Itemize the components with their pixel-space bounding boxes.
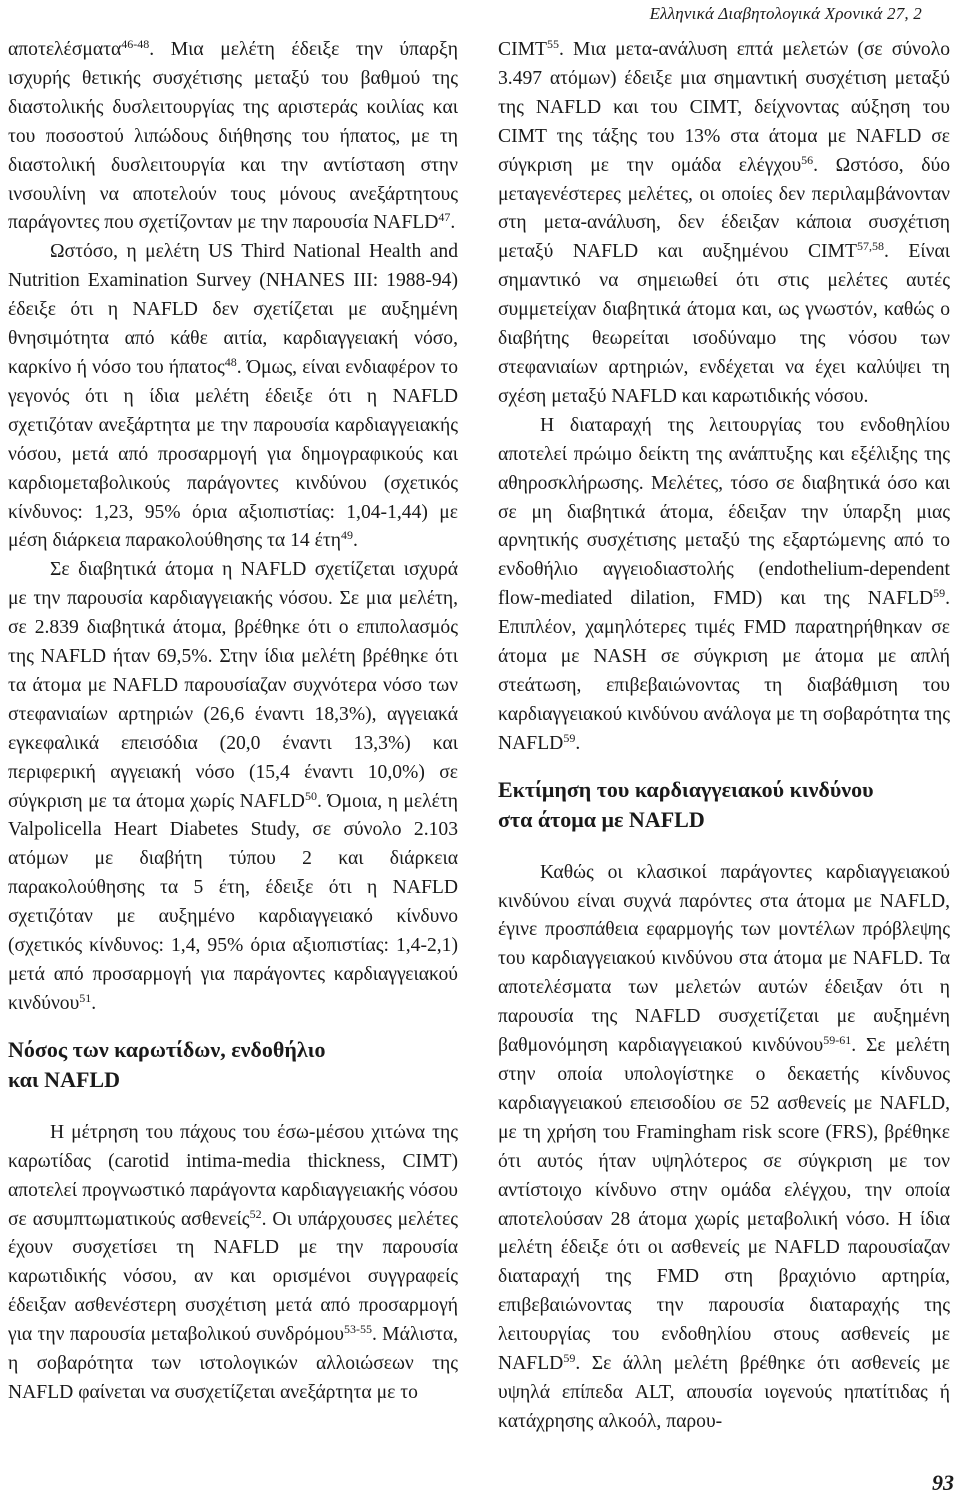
paragraph [8, 238, 458, 556]
text-run: CIMT [498, 39, 547, 60]
text-run: . Μάλιστα, η σοβαρότητα των ιστολογικών αλλοιώσεων της NAFLD φαίνεται να συσχετίζεται ανεξάρτητα με το [8, 1324, 458, 1403]
text-run: . Όμως, είναι ενδιαφέρον το γεγονός ότι η ίδια μελέτη έδειξε ότι η NAFLD σχετιζόταν ανεξάρτητα με την παρουσία καρδιαγγειακής νόσου, μετά από προσαρμογή για δημογραφικούς και καρδιομεταβολικούς παράγοντες κινδύνου (σχετικός κίνδυνος: 1,23, 95% όρια αξιοπιστίας: 1,04-1,44) με μέση διάρκεια παρακολούθησης τα 14 έτη [8, 356, 458, 552]
left-column [8, 36, 458, 1408]
citation-ref: 59 [933, 586, 946, 601]
paragraph [498, 412, 950, 759]
citation-ref: 57,58 [856, 239, 884, 254]
text-run: . [450, 212, 456, 234]
text-run: Η μέτρηση του πάχους του έσω-μέσου χιτώνα της καρωτίδας (carotid intima-media thickness, CIMT) αποτελεί προγνωστικό παράγοντα καρδιαγγειακής νόσου σε ασυμπτωματικούς ασθενείς [8, 1121, 458, 1230]
citation-ref: 46-48 [121, 37, 150, 51]
running-header: Ελληνικά Διαβητολογικά Χρονικά 27, 2 [649, 4, 922, 23]
citation-ref: 55 [546, 37, 559, 51]
heading-line: Εκτίμηση του καρδιαγγειακού κινδύνου [498, 776, 874, 802]
paragraph [8, 556, 458, 1019]
text-run: . Οι υπάρχουσες μελέτες έχουν συσχετίσει τη NAFLD με την παρουσία καρωτιδικής νόσου, αν και ορισμένοι συγγραφείς έδειξαν ασθενέστερη συσχέτιση μετά από προσαρμογή για την παρουσία μεταβολικού συνδρόμου [8, 1208, 458, 1346]
citation-ref: 48 [224, 354, 237, 369]
section-heading [8, 1035, 458, 1095]
text-run: Ωστόσο, η μελέτη US Third National Health and Nutrition Examination Survey (NHANES III: 1988-94) έδειξε ότι η NAFLD δεν σχετίζεται με αυξημένη θνησιμότητα από κάθε αιτία, καρδιαγγειακή νόσο, καρκίνο ή νόσο του ήπατος [8, 241, 458, 378]
text-run: . [352, 530, 358, 552]
text-run: αποτελέσματα [8, 39, 122, 60]
citation-ref: 52 [249, 1206, 262, 1221]
citation-ref: 47 [438, 210, 451, 225]
citation-ref: 59-61 [823, 1033, 852, 1048]
paragraph [498, 36, 950, 412]
section-heading [498, 775, 950, 835]
citation-ref: 56 [801, 152, 814, 167]
citation-ref: 49 [340, 528, 353, 543]
text-run: . [575, 732, 581, 754]
heading-line: Νόσος των καρωτίδων, ενδοθήλιο [8, 1036, 326, 1062]
text-run: Σε διαβητικά άτομα η NAFLD σχετίζεται ισχυρά με την παρουσία καρδιαγγειακής νόσου. Σε μια μελέτη, σε 2.839 διαβητικά άτομα, βρέθηκε ότι ο επιπολασμός της NAFLD ήταν 69,5%. Στην ίδια μελέτη βρέθηκε ότι τα άτομα με NAFLD παρουσίαζαν συχνότερα νόσο των στεφανιαίων αρτηριών (26,6 έναντι 18,3%), αγγειακά εγκεφαλικά επεισόδια (20,0 έναντι 13,3%) και περιφερική αγγειακή νόσο (15,4 έναντι 10,0%) σε σύγκριση με τα άτομα χωρίς NAFLD [8, 559, 458, 812]
citation-ref: 59 [563, 1351, 576, 1366]
heading-line: στα άτομα με NAFLD [498, 806, 705, 832]
page-number: 93 [932, 1470, 954, 1495]
citation-ref: 50 [304, 788, 317, 803]
text-run: . Επιπλέον, χαμηλότερες τιμές FMD παρατηρήθηκαν σε άτομα με NASH σε σύγκριση με άτομα με απλή στεάτωση, επιβεβαιώνοντας τη διαβάθμιση του καρδιαγγειακού κινδύνου ανάλογα με τη σοβαρότητα της NAFLD [498, 588, 950, 754]
citation-ref: 51 [79, 990, 92, 1005]
right-column [498, 36, 950, 1437]
text-run: . Σε άλλη μελέτη βρέθηκε ότι ασθενείς με υψηλά επίπεδα ALT, απουσία ιογενούς ηπατίτιδας ή κατάχρησης αλκοόλ, παρου- [498, 1353, 950, 1432]
text-run: . [91, 992, 97, 1014]
citation-ref: 53-55 [343, 1322, 372, 1337]
heading-line: και NAFLD [8, 1066, 120, 1092]
citation-ref: 59 [563, 730, 576, 745]
text-run: . Μια μετα-ανάλυση επτά μελετών (σε σύνολο 3.497 ατόμων) έδειξε μια σημαντική συσχέτιση μεταξύ της NAFLD και του CIMT, δείχνοντας αύξηση του CIMT της τάξης του 13% στα άτομα με NAFLD σε σύγκριση με την ομάδα ελέγχου [498, 39, 950, 176]
paragraph [8, 36, 458, 238]
text-run: . Ωστόσο, δύο μεταγενέστερες μελέτες, οι οποίες δεν περιλαμβάνονταν στη μετα-ανάλυση, δεν έδειξαν κάποια συσχέτιση μεταξύ NAFLD και αυξημένου CIMT [498, 154, 951, 263]
text-run: . Μια μελέτη έδειξε την ύπαρξη ισχυρής θετικής συσχέτισης μεταξύ του βαθμού της διαστολικής δυσλειτουργίας της αριστεράς κοιλίας και του ποσοστού λιπώδους διήθησης του ήπατος, με τη διαστολική δυσλειτουργία και την αντίσταση στην ινσουλίνη να αποτελούν τους μόνους ανεξάρτητους παράγοντες που σχετίζονταν με την παρουσία NAFLD [8, 39, 458, 234]
paragraph [498, 859, 950, 1437]
text-run: Καθώς οι κλασικοί παράγοντες καρδιαγγειακού κινδύνου είναι συχνά παρόντες στα άτομα με NAFLD, έγινε προσπάθεια εφαρμογής των μοντέλων πρόβλεψης του καρδιαγγειακού κινδύνου στα άτομα με NAFLD. Τα αποτελέσματα των μελετών αυτών έδειξαν ότι η παρουσία της NAFLD συσχετίζεται με αυξημένη βαθμονόμηση καρδιαγγειακού κινδύνου [498, 861, 950, 1057]
text-run: Η διαταραχή της λειτουργίας του ενδοθηλίου αποτελεί πρώιμο δείκτη της ανάπτυξης και εξέλιξης της αθηροσκλήρωσης. Μελέτες, τόσο σε διαβητικά όσο και σε μη διαβητικά άτομα, έδειξαν την ύπαρξη μιας αρνητικής συσχέτισης μεταξύ της εξαρτώμενης από το ενδοθήλιο αγγειοδιαστολής (endothelium-dependent flow-mediated dilation, FMD) και της NAFLD [498, 414, 950, 610]
text-run: . Είναι σημαντικό να σημειωθεί ότι στις μελέτες αυτές συμμετείχαν διαβητικά άτομα και, ως γνωστόν, καθώς ο διαβήτης θεωρείται ισοδύναμο της νόσου των στεφανιαίων αρτηριών, ενδέχεται να έχει καλύψει τη σχέση μεταξύ NAFLD και καρωτιδικής νόσου. [498, 241, 951, 407]
text-run: . Όμοια, η μελέτη Valpolicella Heart Diabetes Study, σε σύνολο 2.103 ατόμων με διαβήτη τύπου 2 και διάρκεια παρακολούθησης τα 5 έτη, έδειξε ότι η NAFLD σχετιζόταν με αυξημένο καρδιαγγειακό κίνδυνο (σχετικός κίνδυνος: 1,4, 95% όρια αξιοπιστίας: 1,4-2,1) μετά από προσαρμογή για παράγοντες καρδιαγγειακού κινδύνου [8, 790, 458, 1014]
text-run: . Σε μελέτη στην οποία υπολογίστηκε ο δεκαετής κίνδυνος καρδιαγγειακού επεισοδίου σε 52 ασθενείς με NAFLD, με τη χρήση του Framingham risk score (FRS), βρέθηκε ότι αυτός ήταν υψηλότερος σε σύγκριση με τον αντίστοιχο κίνδυνο στην ομάδα ελέγχου, την οποία αποτελούσαν 28 άτομα χωρίς μεταβολική νόσο. Η ίδια μελέτη έδειξε ότι οι ασθενείς με NAFLD παρουσίαζαν διαταραχή της FMD στη βραχιόνιο αρτηρία, επιβεβαιώνοντας την παρουσία διαταραχής της λειτουργίας του ενδοθηλίου στους ασθενείς με NAFLD [498, 1035, 950, 1375]
paragraph [8, 1119, 458, 1408]
